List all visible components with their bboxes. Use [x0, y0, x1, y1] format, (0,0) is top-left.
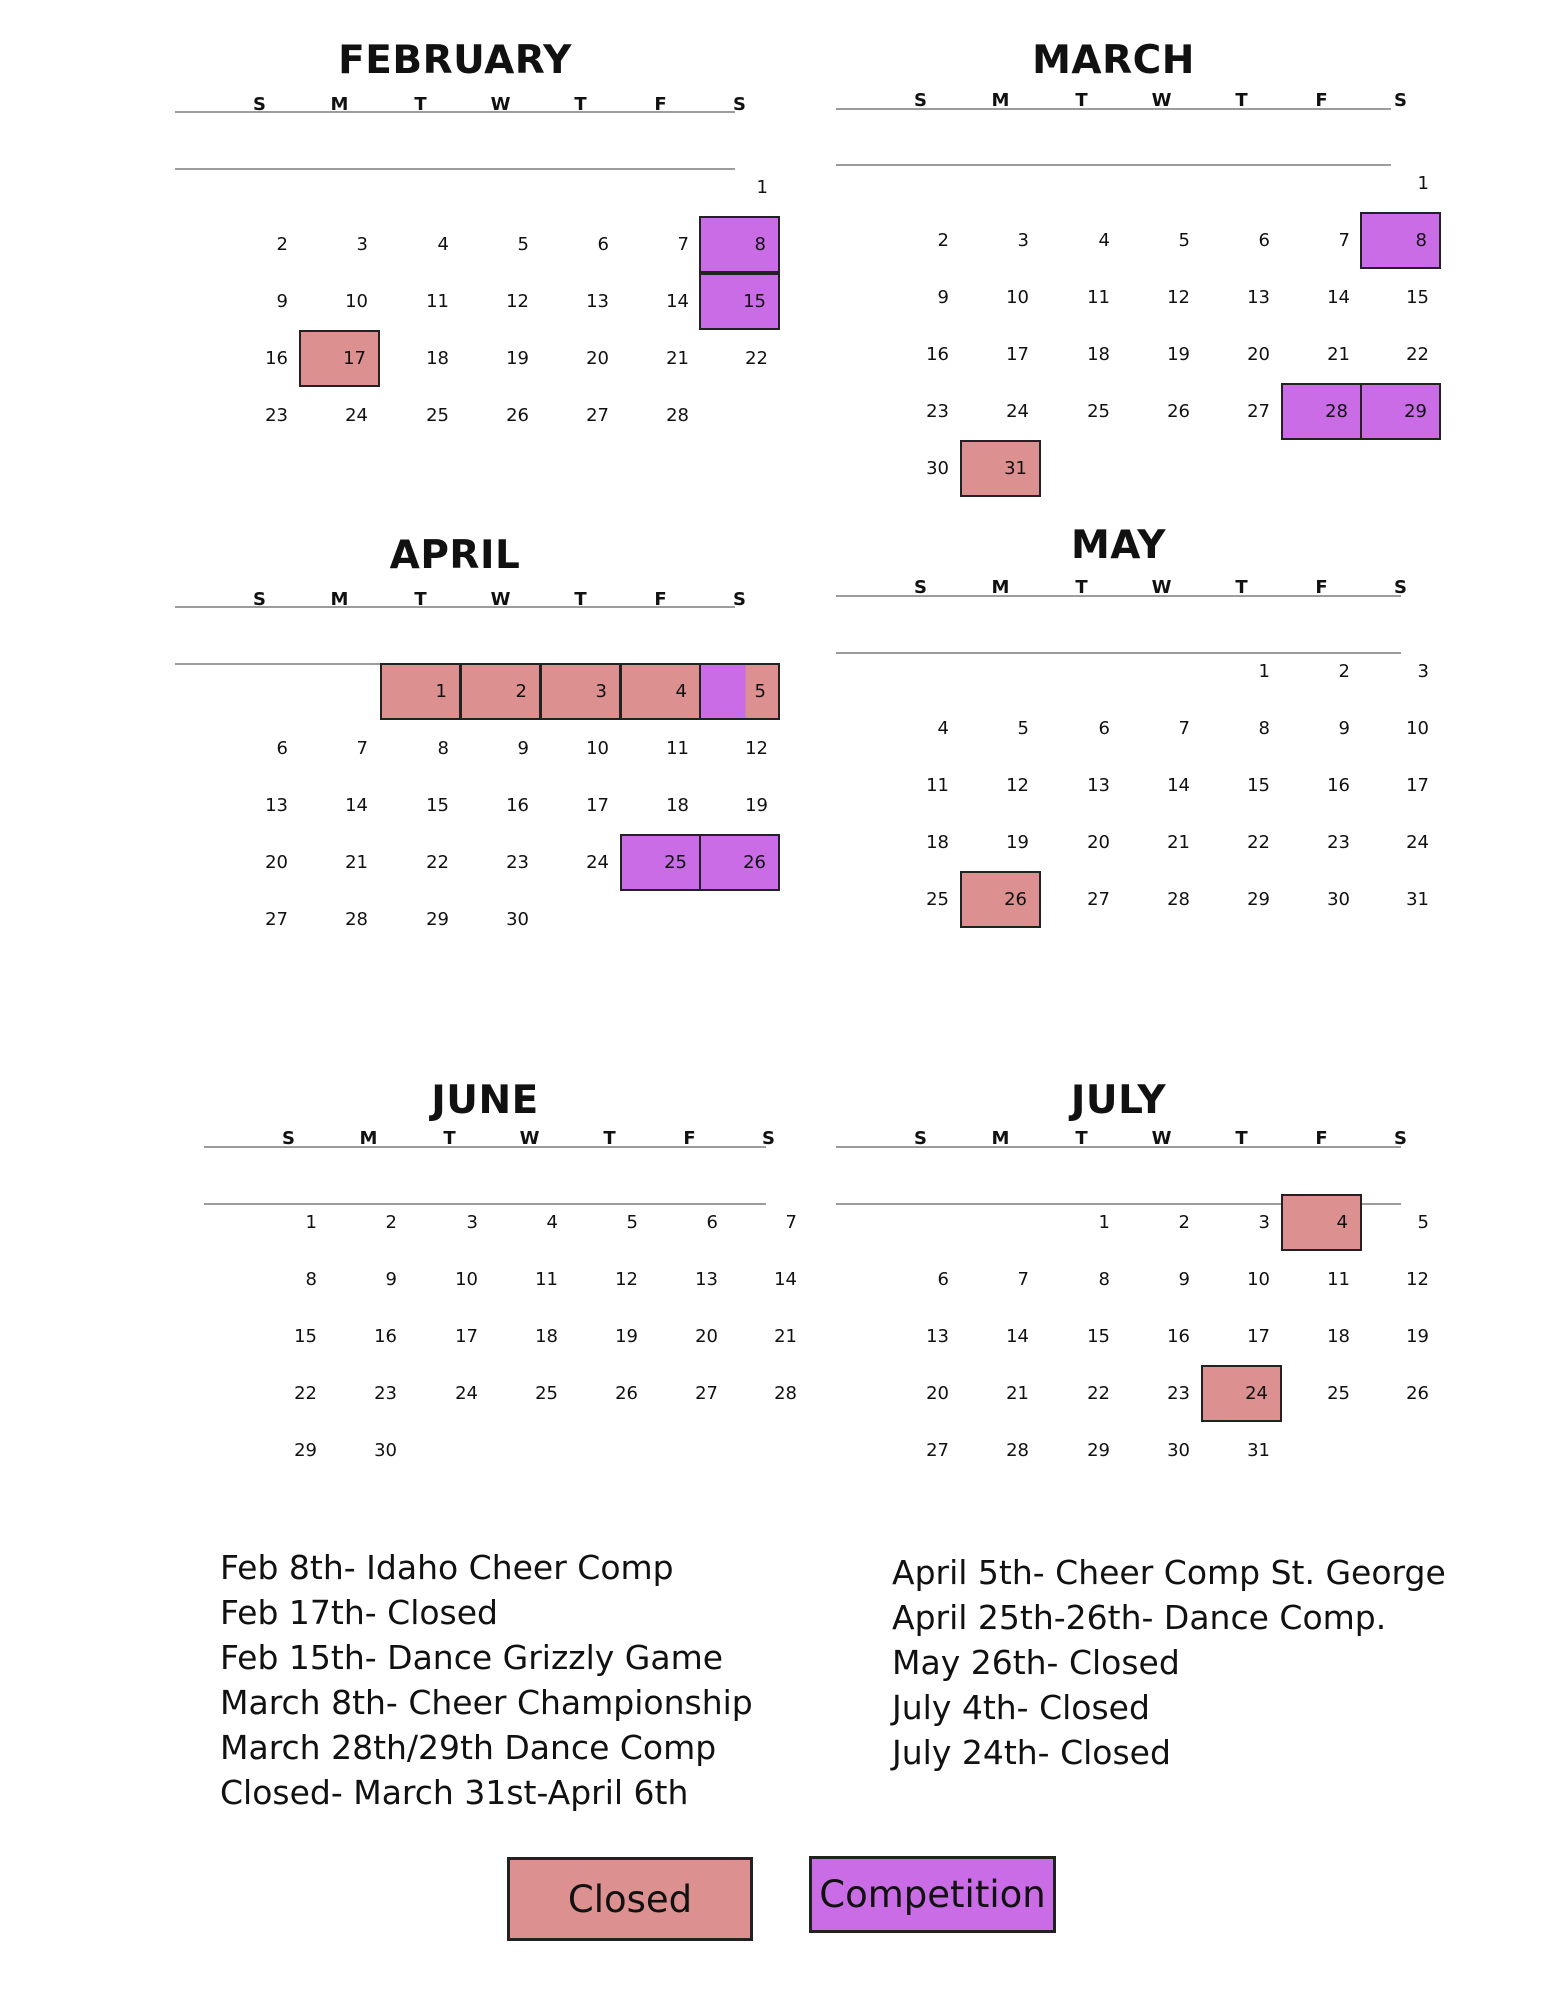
day-cell: 16 — [265, 348, 288, 369]
day-cell: 18 — [426, 348, 449, 369]
day-cell: 30 — [1327, 889, 1350, 910]
weekday-header: F — [1315, 576, 1328, 598]
weekday-header: F — [683, 1127, 696, 1149]
day-cell: 24 — [1406, 832, 1429, 853]
note-item: Feb 8th- Idaho Cheer Comp — [220, 1548, 674, 1587]
day-cell: 28 — [1167, 889, 1190, 910]
day-cell: 17 — [1406, 775, 1429, 796]
day-cell: 14 — [345, 795, 368, 816]
day-cell: 29 — [1360, 383, 1441, 440]
weekday-header: T — [1075, 1127, 1088, 1149]
day-cell: 20 — [586, 348, 609, 369]
day-cell: 23 — [1327, 832, 1350, 853]
weekday-header: T — [1075, 576, 1088, 598]
weekday-header: W — [490, 588, 511, 610]
day-cell: 12 — [506, 291, 529, 312]
day-cell: 10 — [1247, 1269, 1270, 1290]
day-cell: 17 — [586, 795, 609, 816]
day-cell: 23 — [506, 852, 529, 873]
day-cell: 13 — [926, 1326, 949, 1347]
weekday-header: T — [1075, 89, 1088, 111]
weekday-header: T — [603, 1127, 616, 1149]
day-cell: 19 — [1006, 832, 1029, 853]
note-item: March 8th- Cheer Championship — [220, 1683, 753, 1722]
day-cell: 12 — [1006, 775, 1029, 796]
day-cell: 19 — [1406, 1326, 1429, 1347]
weekday-header: M — [330, 588, 349, 610]
day-cell: 2 — [1338, 661, 1350, 682]
month-june — [204, 1040, 797, 1500]
note-item: July 4th- Closed — [892, 1688, 1150, 1727]
day-cell: 2 — [460, 663, 541, 720]
day-cell: 11 — [1327, 1269, 1350, 1290]
day-cell: 20 — [265, 852, 288, 873]
day-cell: 25 — [535, 1383, 558, 1404]
month-april — [175, 495, 768, 955]
day-cell: 1 — [1098, 1212, 1110, 1233]
day-cell: 28 — [666, 405, 689, 426]
day-cell: 23 — [265, 405, 288, 426]
weekday-header: T — [574, 588, 587, 610]
day-cell: 25 — [1327, 1383, 1350, 1404]
note-item: April 5th- Cheer Comp St. George — [892, 1553, 1446, 1592]
legend-competition-label: Competition — [819, 1873, 1046, 1916]
day-cell: 7 — [1178, 718, 1190, 739]
weekday-header: S — [1394, 576, 1407, 598]
day-cell: 15 — [699, 273, 780, 330]
day-cell: 23 — [926, 401, 949, 422]
day-cell: 8 — [305, 1269, 317, 1290]
day-cell: 13 — [695, 1269, 718, 1290]
month-march — [836, 0, 1429, 479]
day-cell: 28 — [1006, 1440, 1029, 1461]
day-cell: 15 — [1087, 1326, 1110, 1347]
day-cell: 27 — [1247, 401, 1270, 422]
day-cell: 7 — [1017, 1269, 1029, 1290]
day-cell: 6 — [276, 738, 288, 759]
day-cell: 7 — [1338, 230, 1350, 251]
day-cell: 20 — [1247, 344, 1270, 365]
day-cell: 18 — [1327, 1326, 1350, 1347]
day-cell: 13 — [265, 795, 288, 816]
day-cell: 27 — [695, 1383, 718, 1404]
day-cell: 25 — [426, 405, 449, 426]
day-cell: 16 — [374, 1326, 397, 1347]
day-cell: 5 — [699, 663, 780, 720]
day-cell: 3 — [540, 663, 621, 720]
day-cell: 6 — [706, 1212, 718, 1233]
day-cell: 21 — [1327, 344, 1350, 365]
day-cell: 10 — [1406, 718, 1429, 739]
weekday-header: M — [330, 93, 349, 115]
day-cell: 9 — [1338, 718, 1350, 739]
day-cell: 17 — [299, 330, 380, 387]
day-cell: 28 — [1281, 383, 1362, 440]
weekday-header: M — [359, 1127, 378, 1149]
day-cell: 9 — [937, 287, 949, 308]
notes-left — [220, 1545, 753, 1815]
weekday-header: W — [1151, 1127, 1172, 1149]
day-cell: 14 — [1327, 287, 1350, 308]
day-cell: 22 — [1406, 344, 1429, 365]
day-cell: 7 — [356, 738, 368, 759]
note-item: March 28th/29th Dance Comp — [220, 1728, 717, 1767]
day-cell: 11 — [426, 291, 449, 312]
day-cell: 1 — [305, 1212, 317, 1233]
day-cell: 12 — [1406, 1269, 1429, 1290]
day-cell: 13 — [1247, 287, 1270, 308]
day-cell: 27 — [1087, 889, 1110, 910]
weekday-header: S — [914, 1127, 927, 1149]
weekday-header: T — [1235, 576, 1248, 598]
day-cell: 26 — [699, 834, 780, 891]
weekday-header: M — [991, 576, 1010, 598]
day-cell: 9 — [517, 738, 529, 759]
day-cell: 23 — [1167, 1383, 1190, 1404]
day-cell: 29 — [1087, 1440, 1110, 1461]
day-cell: 4 — [1098, 230, 1110, 251]
weekday-header: S — [914, 576, 927, 598]
day-cell: 28 — [345, 909, 368, 930]
note-item: Feb 15th- Dance Grizzly Game — [220, 1638, 724, 1677]
day-cell: 17 — [1247, 1326, 1270, 1347]
weekday-header: W — [1151, 89, 1172, 111]
day-cell: 19 — [745, 795, 768, 816]
day-cell: 20 — [926, 1383, 949, 1404]
day-cell: 11 — [535, 1269, 558, 1290]
weekday-header: S — [762, 1127, 775, 1149]
month-may — [836, 485, 1429, 945]
day-cell: 1 — [1258, 661, 1270, 682]
day-cell: 14 — [666, 291, 689, 312]
day-cell: 1 — [380, 663, 461, 720]
month-title: JUNE — [431, 1078, 539, 1123]
day-cell: 25 — [926, 889, 949, 910]
legend-closed-label: Closed — [567, 1877, 693, 1921]
weekday-header: S — [1394, 1127, 1407, 1149]
legend-competition — [809, 1856, 1056, 1933]
day-cell: 27 — [265, 909, 288, 930]
day-cell: 29 — [294, 1440, 317, 1461]
day-cell: 27 — [926, 1440, 949, 1461]
day-cell: 5 — [517, 234, 529, 255]
day-cell: 4 — [937, 718, 949, 739]
month-title: APRIL — [389, 533, 521, 578]
day-cell: 22 — [1247, 832, 1270, 853]
day-cell: 3 — [1017, 230, 1029, 251]
day-cell: 17 — [1006, 344, 1029, 365]
day-cell: 30 — [926, 458, 949, 479]
day-cell: 16 — [1327, 775, 1350, 796]
month-february — [175, 0, 768, 460]
weekday-header: M — [991, 89, 1010, 111]
day-cell: 3 — [466, 1212, 478, 1233]
day-cell: 3 — [1417, 661, 1429, 682]
day-cell: 3 — [356, 234, 368, 255]
day-cell: 31 — [1406, 889, 1429, 910]
day-cell: 16 — [506, 795, 529, 816]
day-cell: 24 — [1201, 1365, 1282, 1422]
weekday-header: W — [519, 1127, 540, 1149]
day-cell: 8 — [1258, 718, 1270, 739]
weekday-header: T — [1235, 89, 1248, 111]
day-cell: 24 — [1006, 401, 1029, 422]
note-item: Feb 17th- Closed — [220, 1593, 499, 1632]
day-cell: 20 — [695, 1326, 718, 1347]
day-cell: 3 — [1258, 1212, 1270, 1233]
weekday-header: W — [1151, 576, 1172, 598]
day-cell: 24 — [586, 852, 609, 873]
day-cell: 19 — [615, 1326, 638, 1347]
month-title: FEBRUARY — [338, 38, 572, 83]
day-cell: 15 — [1406, 287, 1429, 308]
day-cell: 26 — [506, 405, 529, 426]
day-cell: 5 — [1017, 718, 1029, 739]
day-cell: 2 — [276, 234, 288, 255]
day-cell: 21 — [1167, 832, 1190, 853]
weekday-header: S — [1394, 89, 1407, 111]
day-cell: 15 — [426, 795, 449, 816]
weekday-header: T — [443, 1127, 456, 1149]
day-cell: 2 — [385, 1212, 397, 1233]
day-cell: 29 — [1247, 889, 1270, 910]
day-cell: 1 — [1417, 173, 1429, 194]
day-cell: 30 — [506, 909, 529, 930]
divider — [175, 168, 735, 170]
day-cell: 4 — [437, 234, 449, 255]
day-cell: 29 — [426, 909, 449, 930]
note-item: April 25th-26th- Dance Comp. — [892, 1598, 1387, 1637]
weekday-header: M — [991, 1127, 1010, 1149]
day-cell: 14 — [1006, 1326, 1029, 1347]
day-cell: 10 — [586, 738, 609, 759]
weekday-header: S — [914, 89, 927, 111]
notes-right — [892, 1550, 1446, 1775]
month-july — [836, 1040, 1429, 1500]
day-cell: 21 — [1006, 1383, 1029, 1404]
day-cell: 8 — [1098, 1269, 1110, 1290]
note-item: May 26th- Closed — [892, 1643, 1180, 1682]
day-cell: 30 — [374, 1440, 397, 1461]
day-cell: 31 — [1247, 1440, 1270, 1461]
day-cell: 21 — [774, 1326, 797, 1347]
day-cell: 12 — [745, 738, 768, 759]
day-cell: 5 — [1178, 230, 1190, 251]
day-cell: 13 — [1087, 775, 1110, 796]
day-cell: 7 — [785, 1212, 797, 1233]
weekday-header: T — [574, 93, 587, 115]
note-item: July 24th- Closed — [892, 1733, 1171, 1772]
divider — [836, 164, 1391, 166]
day-cell: 16 — [926, 344, 949, 365]
month-title: MARCH — [1032, 38, 1195, 83]
day-cell: 9 — [1178, 1269, 1190, 1290]
day-cell: 31 — [960, 440, 1041, 497]
weekday-header: S — [733, 93, 746, 115]
day-cell: 2 — [937, 230, 949, 251]
weekday-header: T — [414, 93, 427, 115]
weekday-header: F — [1315, 1127, 1328, 1149]
day-cell: 22 — [745, 348, 768, 369]
day-cell: 10 — [455, 1269, 478, 1290]
weekday-header: S — [733, 588, 746, 610]
day-cell: 22 — [1087, 1383, 1110, 1404]
day-cell: 25 — [620, 834, 701, 891]
day-cell: 25 — [1087, 401, 1110, 422]
day-cell: 11 — [926, 775, 949, 796]
weekday-header: S — [282, 1127, 295, 1149]
day-cell: 18 — [535, 1326, 558, 1347]
day-cell: 8 — [1360, 212, 1441, 269]
day-cell: 8 — [699, 216, 780, 273]
day-cell: 6 — [597, 234, 609, 255]
month-title: MAY — [1070, 523, 1166, 568]
weekday-header: F — [654, 93, 667, 115]
day-cell: 22 — [294, 1383, 317, 1404]
day-cell: 12 — [1167, 287, 1190, 308]
day-cell: 27 — [586, 405, 609, 426]
day-cell: 17 — [455, 1326, 478, 1347]
day-cell: 26 — [1167, 401, 1190, 422]
day-cell: 4 — [546, 1212, 558, 1233]
weekday-header: T — [1235, 1127, 1248, 1149]
day-cell: 14 — [1167, 775, 1190, 796]
legend-closed — [507, 1857, 753, 1941]
day-cell: 23 — [374, 1383, 397, 1404]
day-cell: 21 — [666, 348, 689, 369]
day-cell: 18 — [666, 795, 689, 816]
day-cell: 9 — [276, 291, 288, 312]
month-title: JULY — [1070, 1078, 1167, 1123]
day-cell: 10 — [345, 291, 368, 312]
note-item: Closed- March 31st-April 6th — [220, 1773, 689, 1812]
day-cell: 18 — [1087, 344, 1110, 365]
day-cell: 21 — [345, 852, 368, 873]
weekday-header: S — [253, 93, 266, 115]
day-cell: 15 — [294, 1326, 317, 1347]
day-cell: 22 — [426, 852, 449, 873]
day-cell: 15 — [1247, 775, 1270, 796]
day-cell: 26 — [1406, 1383, 1429, 1404]
day-cell: 2 — [1178, 1212, 1190, 1233]
weekday-header: F — [1315, 89, 1328, 111]
day-cell: 1 — [756, 177, 768, 198]
day-cell: 12 — [615, 1269, 638, 1290]
weekday-header: S — [253, 588, 266, 610]
day-cell: 6 — [1098, 718, 1110, 739]
day-cell: 19 — [506, 348, 529, 369]
day-cell: 24 — [345, 405, 368, 426]
day-cell: 16 — [1167, 1326, 1190, 1347]
day-cell: 14 — [774, 1269, 797, 1290]
day-cell: 13 — [586, 291, 609, 312]
day-cell: 24 — [455, 1383, 478, 1404]
day-cell: 20 — [1087, 832, 1110, 853]
day-cell: 5 — [1417, 1212, 1429, 1233]
day-cell: 6 — [1258, 230, 1270, 251]
day-cell: 11 — [666, 738, 689, 759]
day-cell: 26 — [615, 1383, 638, 1404]
day-cell: 8 — [437, 738, 449, 759]
day-cell: 26 — [960, 871, 1041, 928]
weekday-header: T — [414, 588, 427, 610]
day-cell: 7 — [677, 234, 689, 255]
day-cell: 28 — [774, 1383, 797, 1404]
day-cell: 18 — [926, 832, 949, 853]
weekday-header: F — [654, 588, 667, 610]
day-cell: 30 — [1167, 1440, 1190, 1461]
day-cell: 10 — [1006, 287, 1029, 308]
day-cell: 5 — [626, 1212, 638, 1233]
day-cell: 9 — [385, 1269, 397, 1290]
day-cell: 4 — [620, 663, 701, 720]
weekday-header: W — [490, 93, 511, 115]
day-cell: 6 — [937, 1269, 949, 1290]
day-cell: 4 — [1281, 1194, 1362, 1251]
day-cell: 19 — [1167, 344, 1190, 365]
day-cell: 11 — [1087, 287, 1110, 308]
